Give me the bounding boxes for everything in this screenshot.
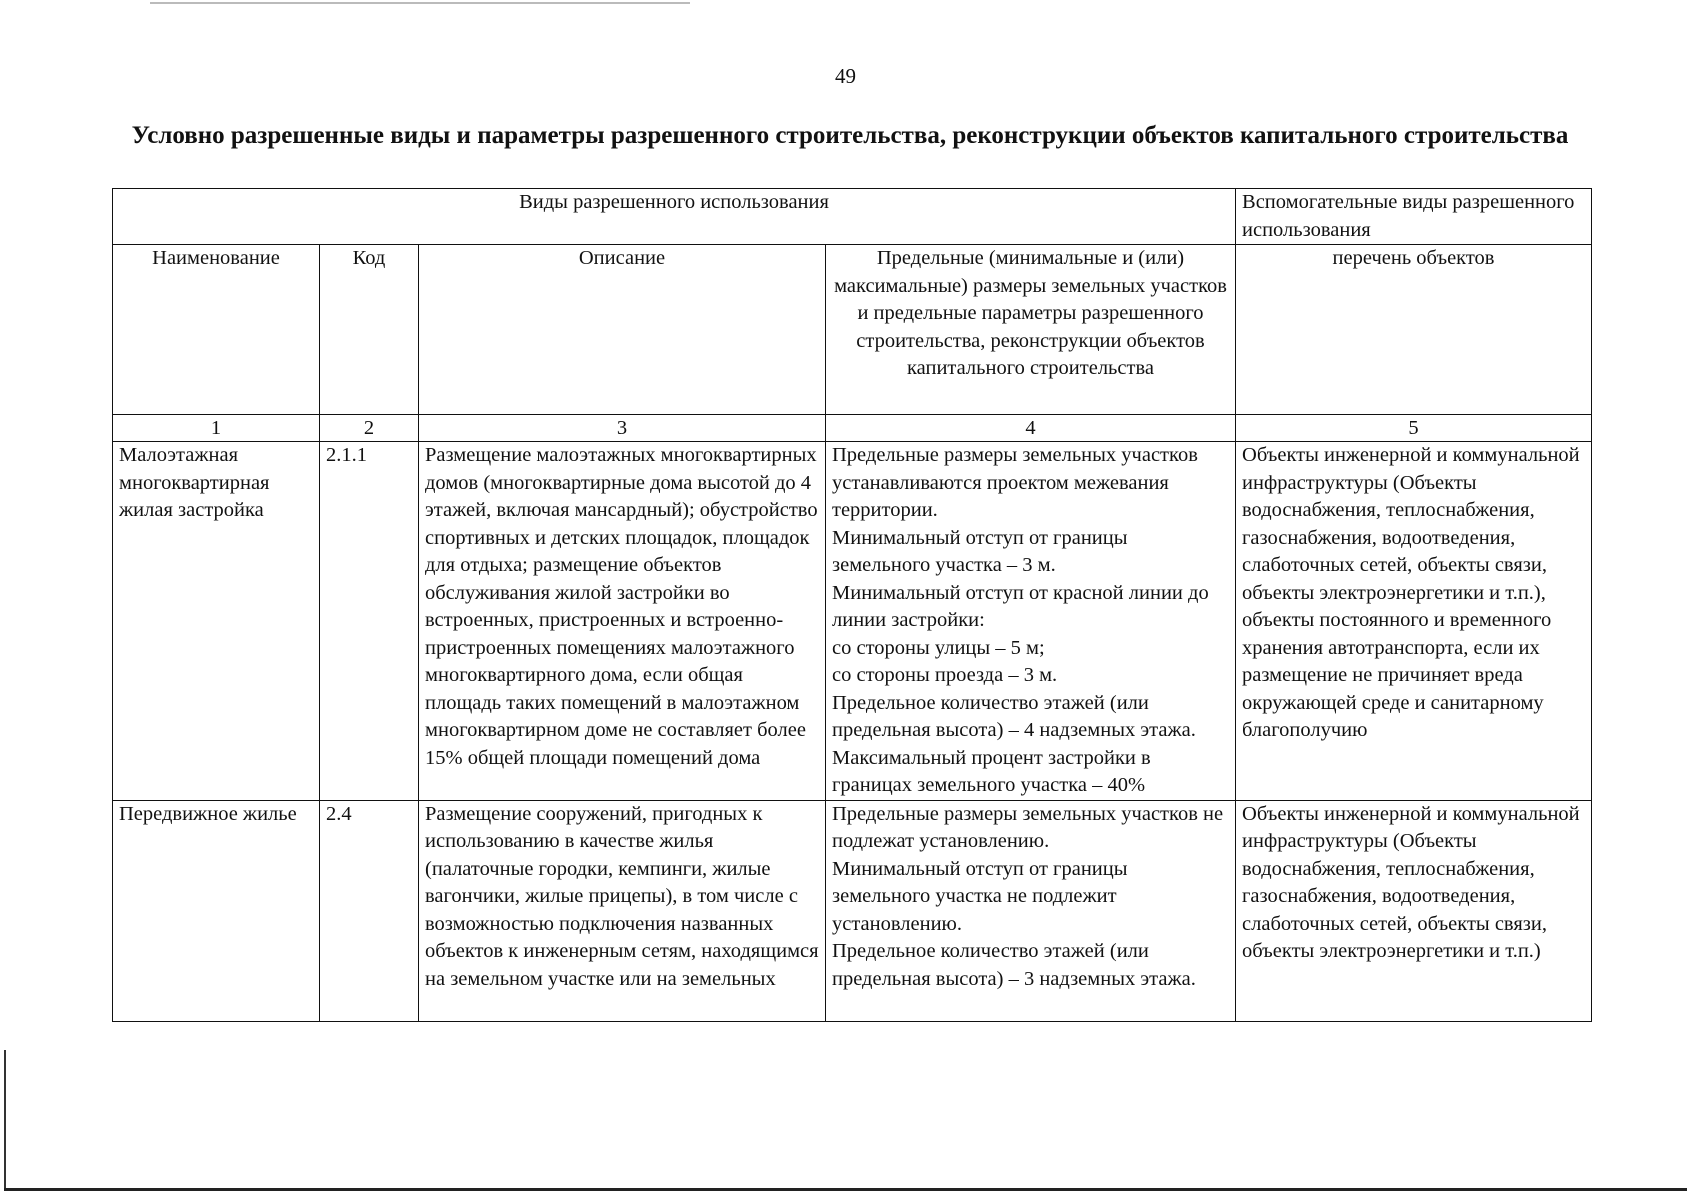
limit-line: Предельные размеры земельных участков устанавливаются проектом межевания территории.	[832, 444, 1198, 521]
scan-artifact-top-line	[150, 2, 690, 4]
zoning-table	[112, 188, 1592, 1022]
row-objects: Объекты инженерной и коммунальной инфраструктуры (Объекты водоснабжения, теплоснабжения, газоснабжения, водоотведения, слаботочных сетей, объекты связи, объекты электроэнергетики и т.п.)	[1236, 800, 1592, 1021]
limit-line: со стороны улицы – 5 м;	[832, 636, 1045, 659]
column-number-row	[113, 415, 1592, 442]
column-number: 4	[826, 415, 1236, 442]
group-header-aux: Вспомогательные виды разрешенного использования	[1236, 189, 1592, 245]
column-header-description: Описание	[419, 245, 826, 415]
scan-artifact-bottom-edge	[4, 1188, 1687, 1191]
limit-line: Минимальный отступ от границы земельного участка – 3 м.	[832, 526, 1128, 576]
limit-line: Минимальный отступ от границы земельного участка не подлежит установлению.	[832, 857, 1128, 935]
column-header-name: Наименование	[113, 245, 320, 415]
row-code: 2.1.1	[320, 442, 419, 801]
table-row	[113, 800, 1592, 1021]
limit-line: Предельные размеры земельных участков не подлежат установлению.	[832, 802, 1224, 852]
row-description: Размещение сооружений, пригодных к использованию в качестве жилья (палаточные городки, кемпинги, жилые вагончики, жилые прицепы), в том числе с возможностью подключения названных объектов к инженерным сетям, находящимся на земельном участке или на земельных	[419, 800, 826, 1021]
column-number: 2	[320, 415, 419, 442]
limit-line: Минимальный отступ от красной линии до линии застройки:	[832, 581, 1209, 631]
column-number: 1	[113, 415, 320, 442]
row-name: Малоэтажная многоквартирная жилая застройка	[113, 442, 320, 801]
row-code: 2.4	[320, 800, 419, 1021]
column-header-row	[113, 245, 1592, 415]
table-row	[113, 442, 1592, 801]
row-name: Передвижное жилье	[113, 800, 320, 1021]
page-number: 49	[835, 64, 856, 88]
limit-line: со стороны проезда – 3 м.	[832, 664, 1058, 686]
column-header-code: Код	[320, 245, 419, 415]
group-header-row	[113, 189, 1592, 245]
column-number: 3	[419, 415, 826, 442]
row-description: Размещение малоэтажных многоквартирных домов (многоквартирные дома высотой до 4 этажей, включая мансардный); обустройство спортивных и детских площадок, площадок для отдыха; размещение объектов обслуживания жилой застройки во встроенных, пристроенных и встроенно-пристроенных помещениях малоэтажного многоквартирного дома, если общая площадь таких помещений в малоэтажном многоквартирном доме не составляет более 15% общей площади помещений дома	[419, 442, 826, 801]
group-header-main: Виды разрешенного использования	[113, 189, 1236, 245]
column-header-objects: перечень объектов	[1236, 245, 1592, 415]
row-limits	[826, 800, 1236, 1021]
column-header-limits: Предельные (минимальные и (или) максимальные) размеры земельных участков и предельные параметры разрешенного строительства, реконструкции объектов капитального строительства	[826, 245, 1236, 415]
limit-line: Максимальный процент застройки в границах земельного участка – 40%	[832, 746, 1151, 796]
document-title: Условно разрешенные виды и параметры разрешенного строительства, реконструкции объектов капитального строительства	[131, 122, 1569, 149]
row-objects: Объекты инженерной и коммунальной инфраструктуры (Объекты водоснабжения, теплоснабжения, газоснабжения, водоотведения, слаботочных сетей, объекты связи, объекты электроэнергетики и т.п.), объекты постоянного и временного хранения автотранспорта, если их размещение не причиняет вреда окружающей среде и санитарному благополучию	[1236, 442, 1592, 801]
limit-line: Предельное количество этажей (или предельная высота) – 3 надземных этажа.	[832, 940, 1196, 990]
scan-artifact-left-edge	[4, 1050, 6, 1190]
row-limits	[826, 442, 1236, 801]
limit-line: Предельное количество этажей (или предельная высота) – 4 надземных этажа.	[832, 691, 1196, 741]
column-number: 5	[1236, 415, 1592, 442]
